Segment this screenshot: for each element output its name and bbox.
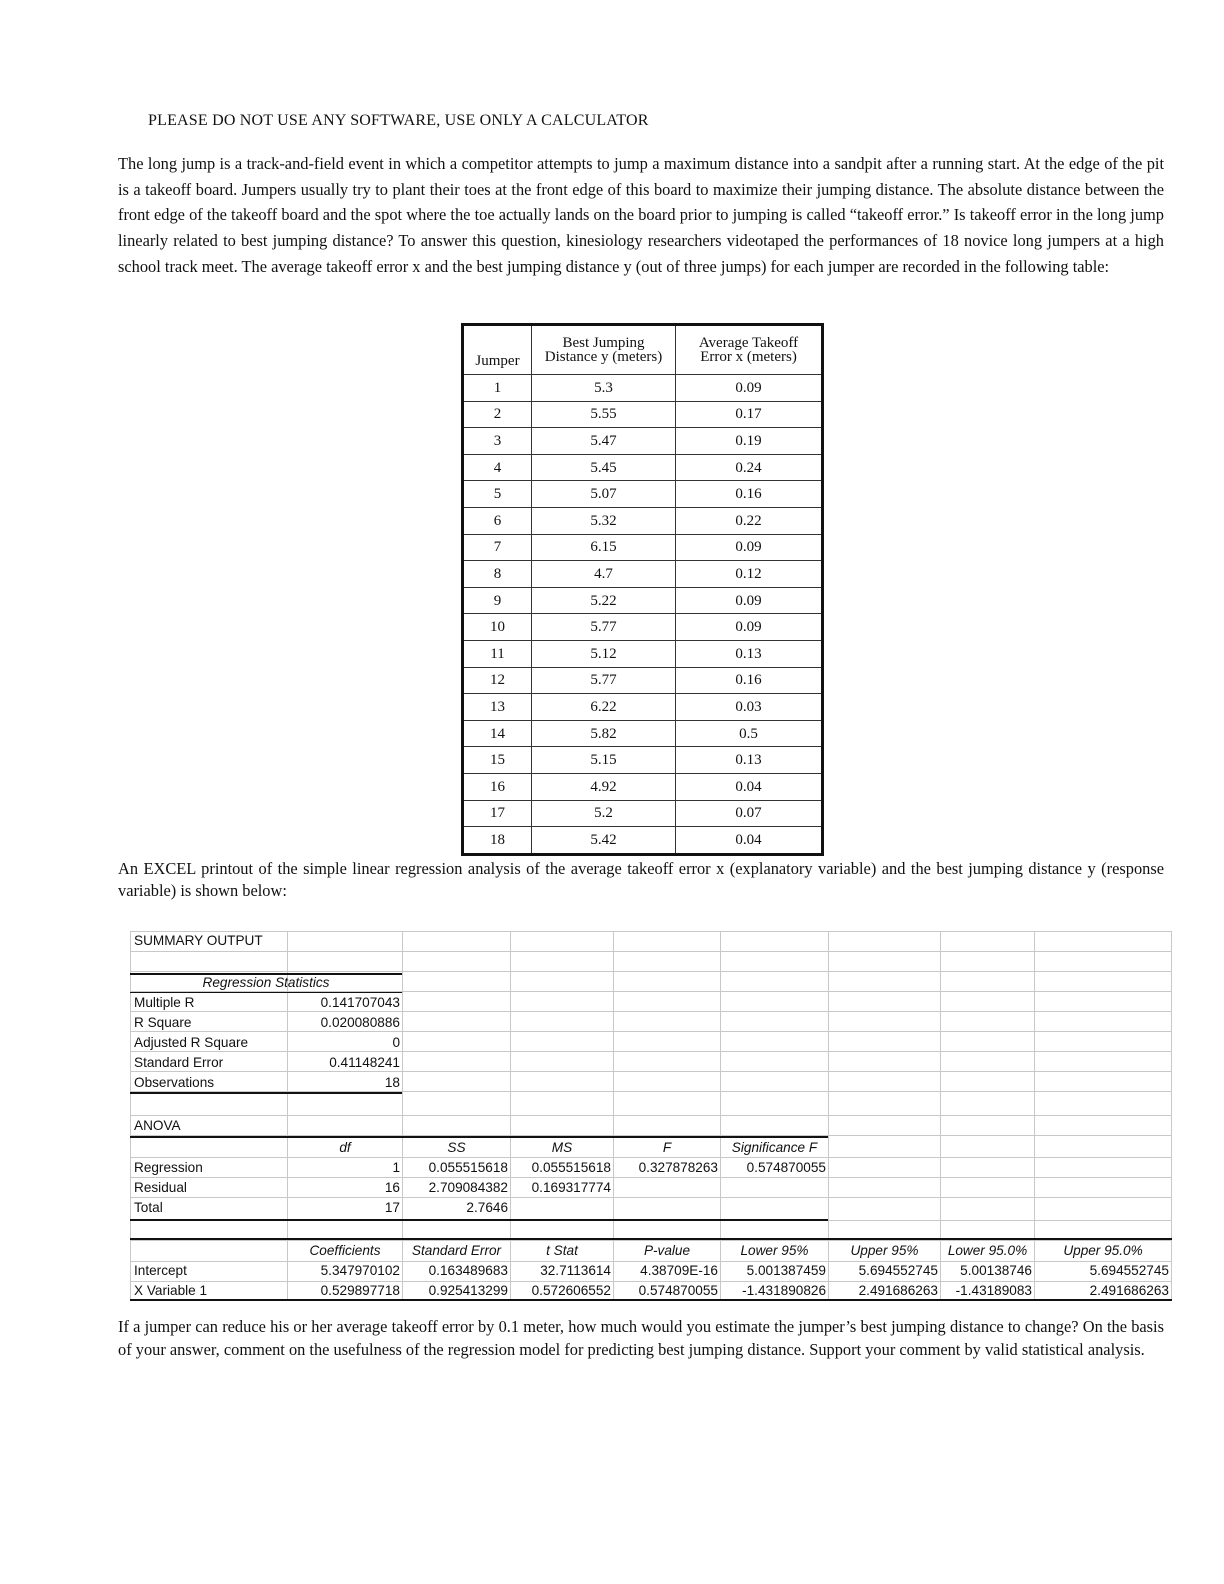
grid-line bbox=[130, 1011, 1172, 1012]
table-row bbox=[463, 534, 823, 561]
intro-paragraph: The long jump is a track-and-field event in which a competitor attempts to jump a maximum distance into a sandpit after a running start. At the edge of the pit is a takeoff board. Jumpers usually try to plant their toes at the front edge of this board to maximize their jumping distance. The absolute distance between the front edge of the takeoff board and the spot where the toe actually lands on the board prior to jumping is called “takeoff error.” Is takeoff error in the long jump linearly related to best jumping distance? To answer this question, kinesiology researchers videotaped the performances of 18 novice long jumpers at a high school track meet. The average takeoff error x and the best jumping distance y (out of three jumps) for each jumper are recorded in the following table: bbox=[118, 154, 1164, 276]
distance-cell: 5.22 bbox=[532, 587, 676, 614]
distance-cell: 5.77 bbox=[532, 614, 676, 641]
error-cell: 0.13 bbox=[676, 747, 823, 774]
coef-upper950: 2.491686263 bbox=[1089, 1283, 1169, 1298]
coef-p: 4.38709E-16 bbox=[640, 1263, 718, 1278]
summary-output-label: SUMMARY OUTPUT bbox=[134, 933, 263, 948]
coef-upper95: 5.694552745 bbox=[858, 1263, 938, 1278]
grid-line bbox=[130, 1071, 1172, 1072]
table-row bbox=[463, 640, 823, 667]
distance-cell: 5.77 bbox=[532, 667, 676, 694]
jumper-cell: 13 bbox=[463, 694, 532, 721]
grid-line bbox=[130, 951, 1172, 952]
anova-header-ms: MS bbox=[551, 1140, 573, 1155]
jumper-cell: 11 bbox=[463, 640, 532, 667]
coef-header-standard-error: Standard Error bbox=[411, 1243, 502, 1258]
error-cell: 0.16 bbox=[676, 481, 823, 508]
coef-header-p-value: P-value bbox=[643, 1243, 691, 1258]
jumper-cell: 2 bbox=[463, 401, 532, 428]
grid-line bbox=[130, 931, 1172, 932]
error-cell: 0.09 bbox=[676, 534, 823, 561]
table-row bbox=[463, 481, 823, 508]
anova-significance-f: 0.574870055 bbox=[746, 1160, 826, 1175]
coef-header-upper-95: Upper 95% bbox=[850, 1243, 919, 1258]
grid-line bbox=[130, 1051, 1172, 1052]
error-cell: 0.09 bbox=[676, 375, 823, 402]
table-header-row bbox=[463, 325, 823, 375]
table-row bbox=[463, 747, 823, 774]
distance-cell: 4.7 bbox=[532, 561, 676, 588]
anova-ss: 0.055515618 bbox=[428, 1160, 508, 1175]
distance-cell: 5.82 bbox=[532, 720, 676, 747]
jumper-cell: 3 bbox=[463, 428, 532, 455]
table-row bbox=[463, 773, 823, 800]
anova-header-significance-f: Significance F bbox=[731, 1140, 818, 1155]
table-row bbox=[463, 375, 823, 402]
table-rule bbox=[130, 1238, 1172, 1240]
anova-ss: 2.709084382 bbox=[428, 1180, 508, 1195]
anova-ss: 2.7646 bbox=[466, 1200, 508, 1215]
error-cell: 0.12 bbox=[676, 561, 823, 588]
table-row bbox=[463, 561, 823, 588]
distance-cell: 5.45 bbox=[532, 454, 676, 481]
table-rule bbox=[130, 1219, 828, 1221]
stat-value: 0.41148241 bbox=[329, 1055, 400, 1070]
grid-line bbox=[130, 971, 1172, 972]
jumper-cell: 9 bbox=[463, 587, 532, 614]
jumper-cell: 5 bbox=[463, 481, 532, 508]
distance-cell: 5.12 bbox=[532, 640, 676, 667]
anova-ms: 0.169317774 bbox=[531, 1180, 611, 1195]
error-cell: 0.03 bbox=[676, 694, 823, 721]
distance-cell: 5.3 bbox=[532, 375, 676, 402]
table-row bbox=[463, 507, 823, 534]
coef-p: 0.574870055 bbox=[638, 1283, 718, 1298]
table-row bbox=[463, 401, 823, 428]
jumper-cell: 16 bbox=[463, 773, 532, 800]
coef-upper95: 2.491686263 bbox=[858, 1283, 938, 1298]
distance-cell: 6.15 bbox=[532, 534, 676, 561]
anova-ms: 0.055515618 bbox=[531, 1160, 611, 1175]
coef-lower95: -1.431890826 bbox=[742, 1283, 826, 1298]
jumper-cell: 6 bbox=[463, 507, 532, 534]
header-distance-line1: Best Jumping bbox=[562, 335, 645, 351]
anova-row-label: Regression bbox=[134, 1160, 203, 1175]
stat-value: 0 bbox=[392, 1035, 400, 1050]
stat-value: 0.141707043 bbox=[320, 995, 400, 1010]
anova-header-df: df bbox=[339, 1140, 351, 1155]
coef-t: 0.572606552 bbox=[531, 1283, 611, 1298]
coef-header-coefficients: Coefficients bbox=[309, 1243, 381, 1258]
table-row bbox=[463, 694, 823, 721]
table-row bbox=[463, 614, 823, 641]
error-cell: 0.07 bbox=[676, 800, 823, 827]
jumper-cell: 12 bbox=[463, 667, 532, 694]
coef-t: 32.7113614 bbox=[540, 1263, 611, 1278]
jumper-cell: 18 bbox=[463, 827, 532, 855]
coef-lower950: 5.00138746 bbox=[960, 1263, 1032, 1278]
anova-df: 1 bbox=[392, 1160, 400, 1175]
anova-header-f: F bbox=[662, 1140, 672, 1155]
header-distance-line2: Distance y (meters) bbox=[544, 349, 663, 365]
coef-header-t-stat: t Stat bbox=[546, 1243, 578, 1258]
error-cell: 0.09 bbox=[676, 614, 823, 641]
header-error bbox=[676, 325, 823, 375]
stat-label: R Square bbox=[134, 1015, 192, 1030]
distance-cell: 4.92 bbox=[532, 773, 676, 800]
error-cell: 0.16 bbox=[676, 667, 823, 694]
table-row bbox=[463, 667, 823, 694]
error-cell: 0.22 bbox=[676, 507, 823, 534]
coef-se: 0.163489683 bbox=[428, 1263, 508, 1278]
table-row bbox=[463, 720, 823, 747]
table-row bbox=[463, 587, 823, 614]
error-cell: 0.09 bbox=[676, 587, 823, 614]
jumper-cell: 14 bbox=[463, 720, 532, 747]
jumper-cell: 7 bbox=[463, 534, 532, 561]
grid-line bbox=[130, 1031, 1172, 1032]
header-jumper bbox=[463, 325, 532, 375]
stat-value: 18 bbox=[384, 1075, 400, 1090]
grid-line bbox=[130, 1115, 1172, 1116]
coef-lower950: -1.43189083 bbox=[955, 1283, 1032, 1298]
anova-f: 0.327878263 bbox=[638, 1160, 718, 1175]
grid-line bbox=[1171, 931, 1172, 1301]
jumper-cell: 1 bbox=[463, 375, 532, 402]
anova-header-ss: SS bbox=[447, 1140, 466, 1155]
distance-cell: 5.32 bbox=[532, 507, 676, 534]
table-row bbox=[463, 800, 823, 827]
distance-cell: 5.07 bbox=[532, 481, 676, 508]
distance-cell: 5.42 bbox=[532, 827, 676, 855]
error-cell: 0.13 bbox=[676, 640, 823, 667]
anova-row-label: Total bbox=[134, 1200, 163, 1215]
excel-intro-paragraph: An EXCEL printout of the simple linear regression analysis of the average takeoff error x (explanatory variable) and the best jumping distance y (response variable) is shown below: bbox=[118, 859, 1164, 900]
header-error-line1: Average Takeoff bbox=[698, 335, 799, 351]
excel-regression-output bbox=[130, 931, 1172, 1301]
table-row bbox=[463, 827, 823, 855]
header-jumper-label: Jumper bbox=[475, 353, 520, 369]
jumper-cell: 10 bbox=[463, 614, 532, 641]
regression-statistics-title: Regression Statistics bbox=[202, 975, 330, 990]
header-distance bbox=[532, 325, 676, 375]
error-cell: 0.04 bbox=[676, 827, 823, 855]
jumper-cell: 15 bbox=[463, 747, 532, 774]
jumper-cell: 4 bbox=[463, 454, 532, 481]
anova-df: 17 bbox=[384, 1200, 400, 1215]
stat-label: Multiple R bbox=[134, 995, 195, 1010]
error-cell: 0.04 bbox=[676, 773, 823, 800]
table-row bbox=[463, 454, 823, 481]
coef-row-label: X Variable 1 bbox=[134, 1283, 208, 1298]
coef-header-upper-95-0: Upper 95.0% bbox=[1063, 1243, 1143, 1258]
question-paragraph: If a jumper can reduce his or her average takeoff error by 0.1 meter, how much would you estimate the jumper’s best jumping distance to change? On the basis of your answer, comment on the usefulness of the regression model for predicting best jumping distance. Support your comment by valid statistical analysis. bbox=[118, 1317, 1164, 1359]
coef-se: 0.925413299 bbox=[428, 1283, 508, 1298]
table-row bbox=[463, 428, 823, 455]
header-error-line2: Error x (meters) bbox=[700, 349, 797, 365]
coef-header-lower-95-0: Lower 95.0% bbox=[947, 1243, 1028, 1258]
distance-cell: 5.2 bbox=[532, 800, 676, 827]
error-cell: 0.5 bbox=[676, 720, 823, 747]
stat-label: Standard Error bbox=[134, 1055, 224, 1070]
stat-value: 0.020080886 bbox=[320, 1015, 400, 1030]
anova-row-label: Residual bbox=[134, 1180, 187, 1195]
distance-cell: 6.22 bbox=[532, 694, 676, 721]
page-heading: PLEASE DO NOT USE ANY SOFTWARE, USE ONLY A CALCULATOR bbox=[148, 112, 649, 129]
coef-lower95: 5.001387459 bbox=[746, 1263, 826, 1278]
coef-upper950: 5.694552745 bbox=[1089, 1263, 1169, 1278]
coef-value: 5.347970102 bbox=[320, 1263, 400, 1278]
distance-cell: 5.55 bbox=[532, 401, 676, 428]
error-cell: 0.17 bbox=[676, 401, 823, 428]
jumper-cell: 8 bbox=[463, 561, 532, 588]
error-cell: 0.24 bbox=[676, 454, 823, 481]
distance-cell: 5.15 bbox=[532, 747, 676, 774]
grid-line bbox=[130, 1197, 1172, 1198]
coef-row-label: Intercept bbox=[134, 1263, 187, 1278]
stat-label: Observations bbox=[134, 1075, 215, 1090]
coef-header-lower-95: Lower 95% bbox=[740, 1243, 809, 1258]
distance-cell: 5.47 bbox=[532, 428, 676, 455]
coef-value: 0.529897718 bbox=[320, 1283, 400, 1298]
jumper-data-table bbox=[461, 323, 824, 856]
jumper-cell: 17 bbox=[463, 800, 532, 827]
stat-label: Adjusted R Square bbox=[134, 1035, 249, 1050]
error-cell: 0.19 bbox=[676, 428, 823, 455]
anova-df: 16 bbox=[384, 1180, 400, 1195]
anova-title: ANOVA bbox=[134, 1118, 181, 1133]
